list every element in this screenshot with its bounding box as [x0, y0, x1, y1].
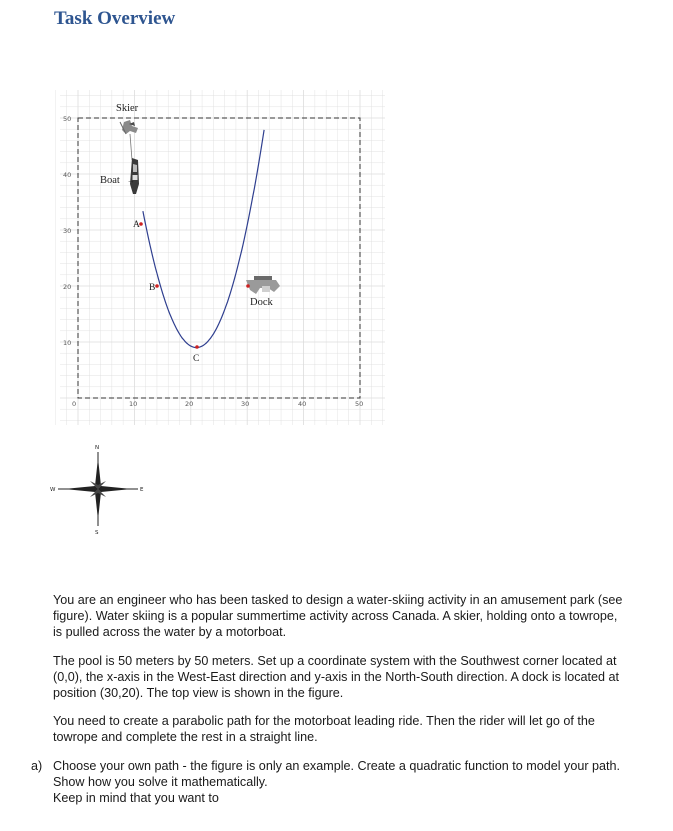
x-tick-30: 30 [241, 400, 250, 408]
y-tick-40: 40 [63, 171, 72, 179]
boat-arrow-icon: → [127, 176, 135, 185]
compass-rose [50, 440, 160, 540]
y-tick-20: 20 [63, 283, 72, 291]
y-tick-50: 50 [63, 115, 72, 123]
compass-s: S [95, 530, 99, 536]
question-a [31, 758, 628, 807]
y-tick-30: 30 [63, 227, 72, 235]
point-a-label: A [133, 220, 140, 230]
compass-e: E [140, 487, 144, 493]
y-tick-labels [63, 115, 71, 347]
pool-figure [50, 90, 385, 430]
intro-paragraph: You are an engineer who has been tasked to design a water-skiing activity in an amusement park (see figure). Water skiing is a popular summertime activity across Canada. A skier, holding onto a towrope, is pulled across the water by a motorboat. [53, 593, 623, 640]
x-tick-20: 20 [185, 400, 194, 408]
compass-w: W [50, 487, 56, 493]
point-c [195, 345, 199, 349]
point-b [155, 284, 159, 288]
question-a-continuation: Keep in mind that you want to [53, 791, 219, 806]
y-tick-10: 10 [63, 339, 72, 347]
pool-border [78, 118, 360, 398]
page-title: Task Overview [54, 8, 176, 29]
compass-star-icon [58, 452, 138, 526]
dock-label: Dock [250, 297, 273, 308]
dock-image [246, 276, 280, 294]
skier-label: Skier [116, 103, 139, 114]
boat-label: Boat [100, 175, 120, 186]
question-a-text: Choose your own path - the figure is only an example. Create a quadratic function to model your path. Show how you solve it mathematically. [53, 758, 621, 789]
x-tick-labels [72, 400, 363, 408]
point-dock [246, 284, 250, 288]
point-b-label: B [149, 283, 156, 293]
point-c-label: C [193, 354, 200, 364]
task-description [31, 592, 628, 806]
path-paragraph: You need to create a parabolic path for the motorboat leading ride. Then the rider will let go of the towrope and complete the rest in a straight line. [53, 714, 595, 745]
x-tick-0: 0 [72, 400, 77, 408]
x-tick-50: 50 [355, 400, 364, 408]
x-tick-40: 40 [298, 400, 307, 408]
x-tick-10: 10 [129, 400, 138, 408]
setup-paragraph: The pool is 50 meters by 50 meters. Set up a coordinate system with the Southwest corner located at (0,0), the x-axis in the West-East direction and y-axis in the North-South direction. A dock is located at position (30,20). The top view is shown in the figure. [53, 653, 620, 701]
question-a-marker: a) [31, 758, 43, 773]
skier-image [120, 120, 138, 134]
towrope [130, 134, 132, 160]
compass-n: N [95, 445, 100, 451]
grid-lines [55, 90, 385, 425]
parabolic-path [143, 130, 264, 348]
